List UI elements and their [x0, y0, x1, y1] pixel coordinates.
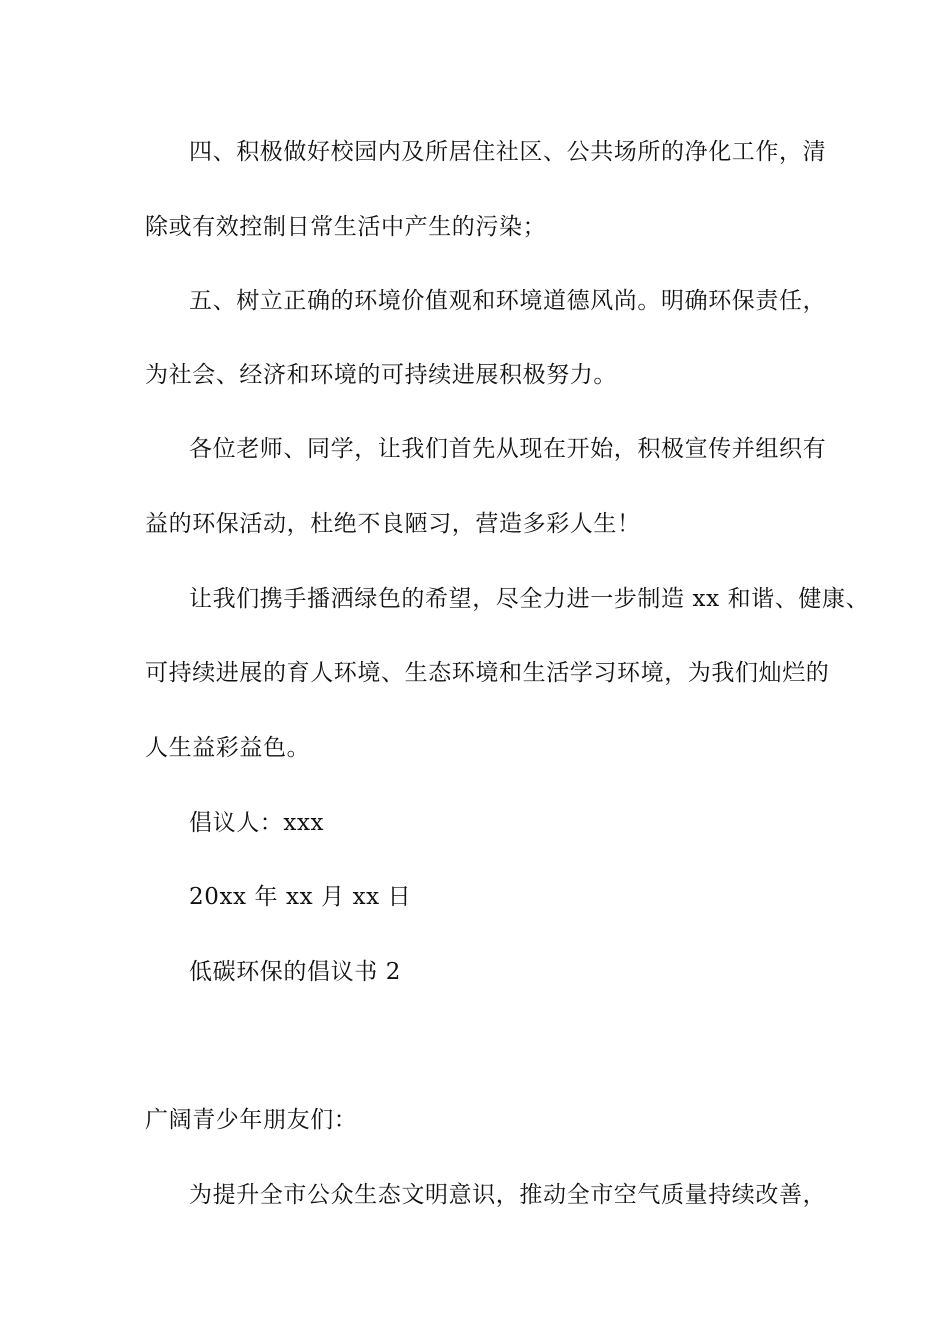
paragraph-line: 各位老师、同学，让我们首先从现在开始，积极宣传并组织有 [189, 436, 827, 462]
section-title: 低碳环保的倡议书 2 [189, 959, 401, 985]
paragraph-line: 益的环保活动，杜绝不良陋习，营造多彩人生！ [145, 511, 641, 537]
paragraph-line: 可持续进展的育人环境、生态环境和生活学习环境，为我们灿烂的 [145, 660, 830, 686]
paragraph-line: 为提升全市公众生态文明意识，推动全市空气质量持续改善， [189, 1182, 827, 1208]
paragraph-line: 为社会、经济和环境的可持续进展积极努力。 [145, 362, 617, 388]
paragraph-line: 除或有效控制日常生活中产生的污染； [145, 214, 547, 240]
signature-line: 倡议人：xxx [189, 810, 325, 836]
paragraph-line: 五、树立正确的环境价值观和环境道德风尚。明确环保责任， [189, 288, 827, 314]
date-line: 20xx 年 xx 月 xx 日 [189, 884, 412, 910]
salutation-line: 广阔青少年朋友们： [145, 1107, 358, 1133]
paragraph-line: 四、积极做好校园内及所居住社区、公共场所的净化工作，清 [189, 139, 827, 165]
paragraph-line: 人生益彩益色。 [145, 735, 311, 761]
paragraph-line: 让我们携手播洒绿色的希望，尽全力进一步制造 xx 和谐、健康、 [189, 586, 870, 612]
